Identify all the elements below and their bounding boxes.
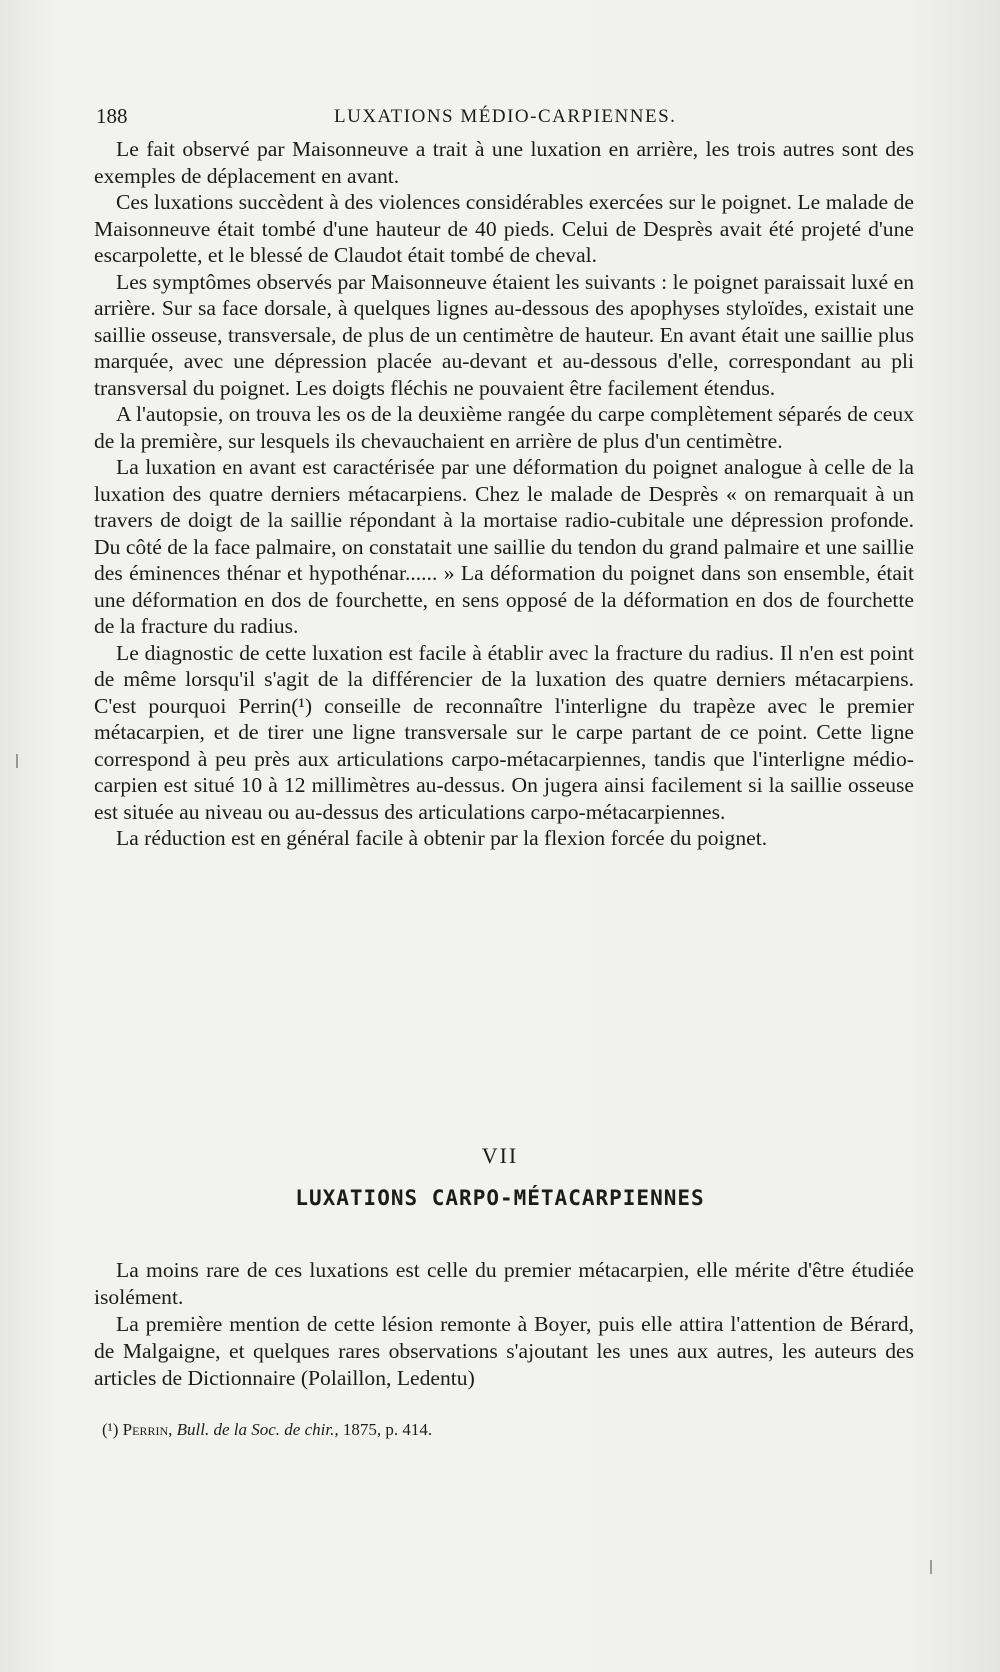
paragraph: La moins rare de ces luxations est celle du premier métacarpien, elle mérite d'être étudiée isolément. (94, 1258, 914, 1309)
footnote-journal: Bull. de la Soc. de chir., (176, 1420, 339, 1439)
paragraph: La luxation en avant est caractérisée par une déformation du poignet analogue à celle de la luxation des quatre derniers métacarpiens. Chez le malade de Desprès « on remarquait à un travers de doigt de la saillie répondant à la mortaise radio-cubitale une dépression profonde. Du côté de la face palmaire, on constatait une saillie du tendon du grand palmaire et une saillie des éminences thénar et hypothénar...... » La déformation du poignet dans son ensemble, était une déformation en dos de fourchette, en sens opposé de la déformation en dos de fourchette de la fracture du radius. (94, 455, 914, 638)
paragraph: Le diagnostic de cette luxation est facile à établir avec la fracture du radius. Il n'en est point de même lorsqu'il s'agit de la différencier de la luxation des quatre derniers métacarpiens. C'est pourquoi Perrin(¹) conseille de reconnaître l'interligne du trapèze avec le premier métacarpien, et de tirer une ligne transversale sur le carpe partant de ce point. Cette ligne correspond à peu près aux articulations carpo-métacarpiennes, tandis que l'interligne médio-carpien est situé 10 à 12 millimètres au-dessus. On jugera ainsi facilement si la saillie osseuse est située au niveau ou au-dessus des articulations carpo-métacarpiennes. (94, 640, 914, 824)
paragraph: Ces luxations succèdent à des violences considérables exercées sur le poignet. Le malade de Maisonneuve était tombé d'une hauteur de 40 pieds. Celui de Desprès avait été projeté d'une escarpolette, et le blessé de Claudot était tombé de cheval. (94, 190, 914, 267)
running-head: LUXATIONS MÉDIO-CARPIENNES. (334, 106, 677, 127)
footnote (102, 1420, 432, 1440)
margin-mark (930, 1560, 932, 1574)
page-header (96, 104, 916, 132)
footnote-reference: 1875, p. 414. (342, 1420, 433, 1439)
footnote-marker: (¹) (102, 1420, 119, 1439)
paragraph: La première mention de cette lésion remonte à Boyer, puis elle attira l'attention de Bérard, de Malgaigne, et quelques rares observations s'ajoutant les unes aux autres, les auteurs des articles de Dictionnaire (Polaillon, Ledentu) (94, 1312, 914, 1390)
page-number: 188 (96, 104, 128, 128)
section-title: LUXATIONS CARPO-MÉTACARPIENNES (295, 1186, 705, 1210)
footnote-author: Perrin, (122, 1420, 173, 1439)
paragraph: Le fait observé par Maisonneuve a trait à une luxation en arrière, les trois autres sont des exemples de déplacement en avant. (94, 137, 914, 188)
paragraph: Les symptômes observés par Maisonneuve étaient les suivants : le poignet paraissait luxé en arrière. Sur sa face dorsale, à quelques lignes au-dessous des apophyses styloïdes, existait une saillie osseuse, transversale, de plus de un centimètre de hauteur. En avant était une saillie plus marquée, avec une dépression placée au-devant et au-dessous d'elle, correspondant au pli transversal du poignet. Les doigts fléchis ne pouvaient être facilement étendus. (94, 269, 914, 400)
section-text (94, 1257, 914, 1392)
margin-mark (16, 754, 18, 768)
paragraph: La réduction est en général facile à obtenir par la flexion forcée du poignet. (116, 826, 768, 850)
main-text (94, 136, 914, 852)
paragraph: A l'autopsie, on trouva les os de la deuxième rangée du carpe complètement séparés de ceux de la première, sur lesquels ils chevauchaient en arrière de plus d'un centimètre. (94, 402, 914, 453)
section-number: VII (481, 1143, 519, 1168)
